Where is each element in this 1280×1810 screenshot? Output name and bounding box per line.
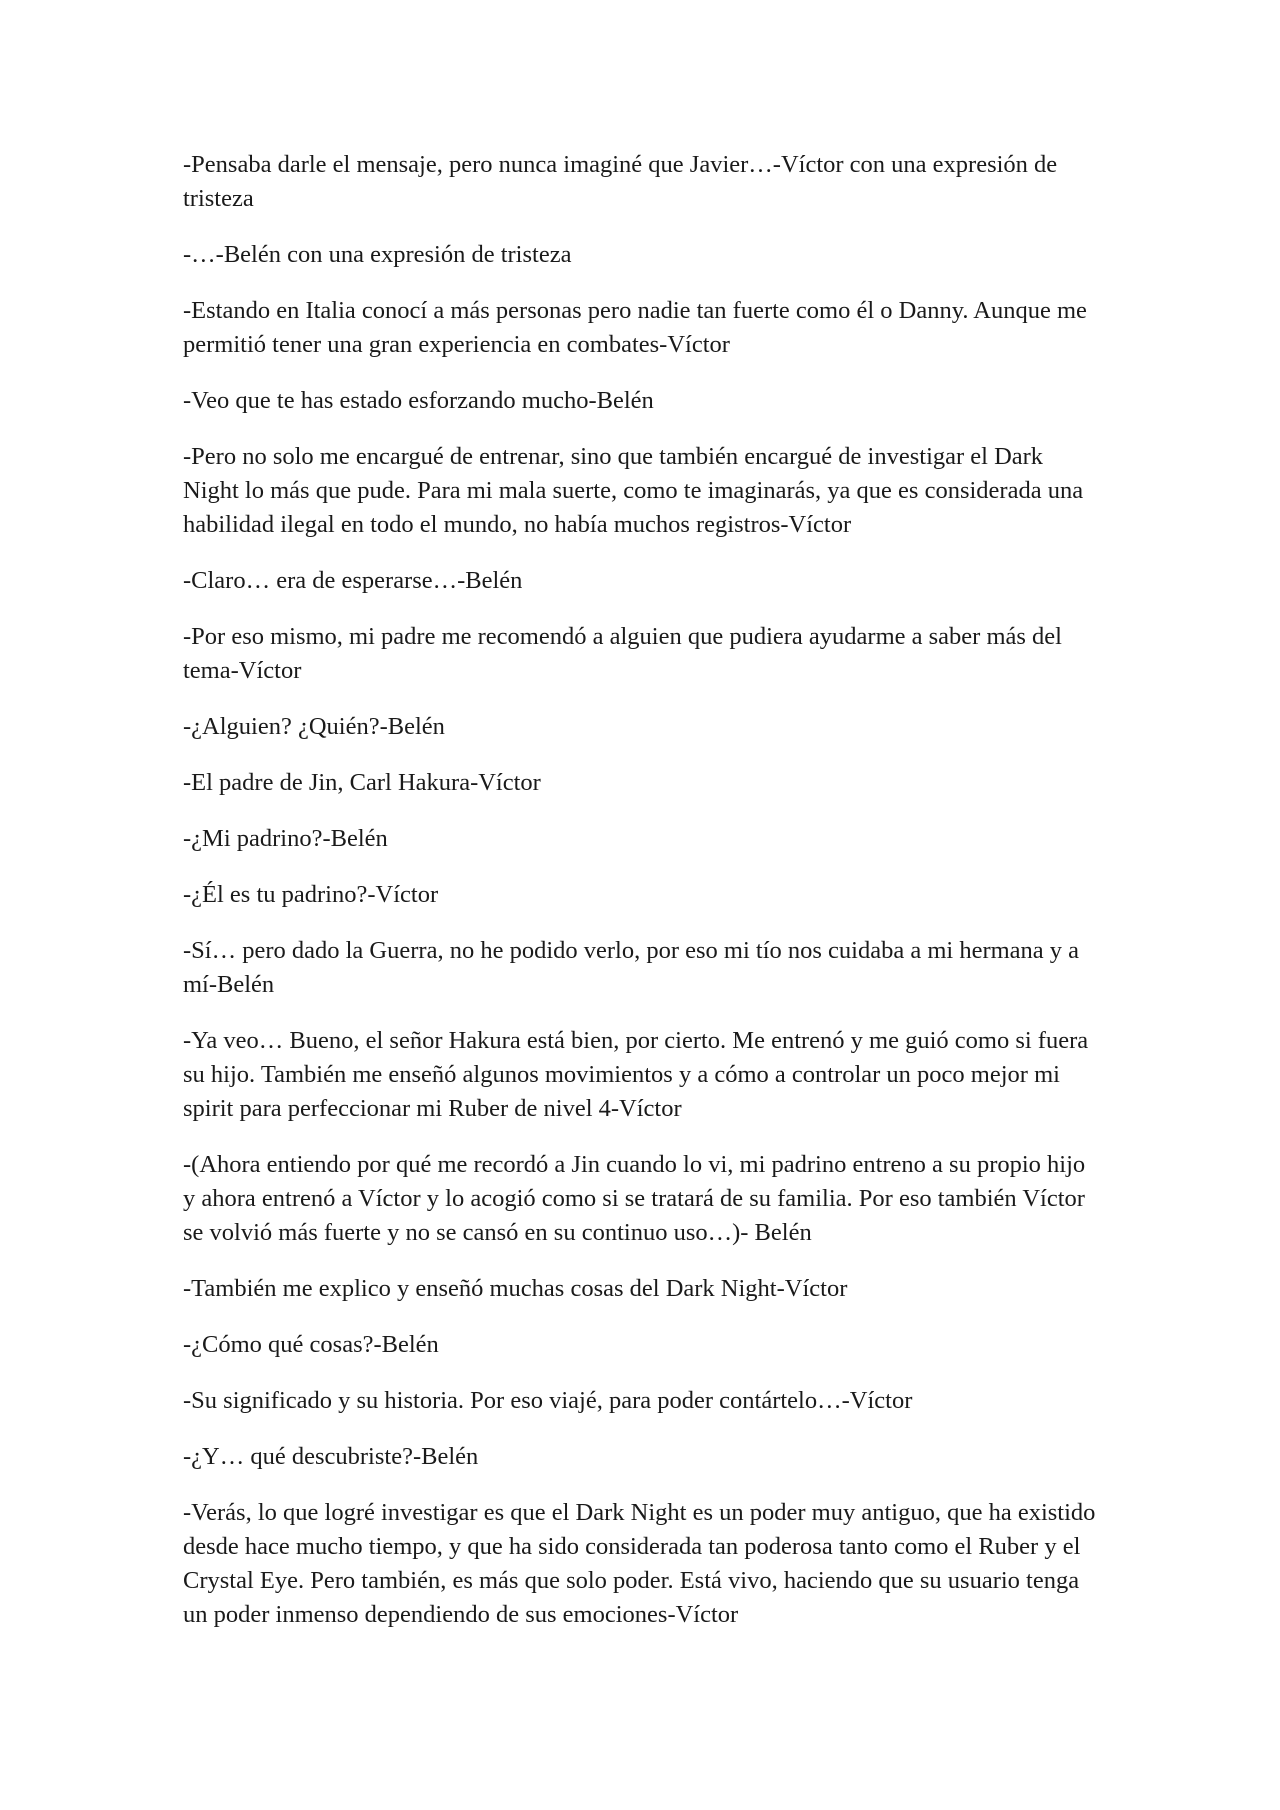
paragraph: -…-Belén con una expresión de tristeza <box>183 241 572 268</box>
paragraph: -Pero no solo me encargué de entrenar, sino que también encargué de investigar el Dark Night lo más que pude. Para mi mala suerte, como te imaginarás, ya que es considerada una habilidad ilegal en todo el mundo, no había muchos registros-Víctor <box>183 443 1084 538</box>
paragraph: -Estando en Italia conocí a más personas pero nadie tan fuerte como él o Danny. Aunque me permitió tener una gran experiencia en combates-Víctor <box>183 297 1087 358</box>
paragraph: -Sí… pero dado la Guerra, no he podido verlo, por eso mi tío nos cuidaba a mi hermana y a mí-Belén <box>183 937 1080 998</box>
paragraph: -¿Mi padrino?-Belén <box>183 825 388 852</box>
paragraph: -Veo que te has estado esforzando mucho-Belén <box>183 387 654 414</box>
document-body <box>183 148 1103 1654</box>
paragraph: -¿Cómo qué cosas?-Belén <box>183 1331 439 1358</box>
paragraph: -(Ahora entiendo por qué me recordó a Jin cuando lo vi, mi padrino entreno a su propio hijo y ahora entrenó a Víctor y lo acogió como si se tratará de su familia. Por eso también Víctor se volvió más fuerte y no se cansó en su continuo uso…)- Belén <box>183 1151 1086 1246</box>
paragraph: -¿Él es tu padrino?-Víctor <box>183 881 439 908</box>
paragraph: -Pensaba darle el mensaje, pero nunca imaginé que Javier…-Víctor con una expresión de tristeza <box>183 151 1058 212</box>
paragraph: -Su significado y su historia. Por eso viajé, para poder contártelo…-Víctor <box>183 1387 913 1414</box>
paragraph: -Ya veo… Bueno, el señor Hakura está bien, por cierto. Me entrenó y me guió como si fuera su hijo. También me enseñó algunos movimientos y a cómo a controlar un poco mejor mi spirit para perfeccionar mi Ruber de nivel 4-Víctor <box>183 1027 1089 1122</box>
paragraph: -El padre de Jin, Carl Hakura-Víctor <box>183 769 541 796</box>
paragraph: -Claro… era de esperarse…-Belén <box>183 567 523 594</box>
paragraph: -¿Y… qué descubriste?-Belén <box>183 1443 479 1470</box>
paragraph: -Verás, lo que logré investigar es que el Dark Night es un poder muy antiguo, que ha existido desde hace mucho tiempo, y que ha sido considerada tan poderosa tanto como el Ruber y el Crystal Eye. Pero también, es más que solo poder. Está vivo, haciendo que su usuario tenga un poder inmenso dependiendo de sus emociones-Víctor <box>183 1499 1096 1628</box>
paragraph: -¿Alguien? ¿Quién?-Belén <box>183 713 445 740</box>
paragraph: -Por eso mismo, mi padre me recomendó a alguien que pudiera ayudarme a saber más del tema-Víctor <box>183 623 1062 684</box>
paragraph: -También me explico y enseñó muchas cosas del Dark Night-Víctor <box>183 1275 848 1302</box>
